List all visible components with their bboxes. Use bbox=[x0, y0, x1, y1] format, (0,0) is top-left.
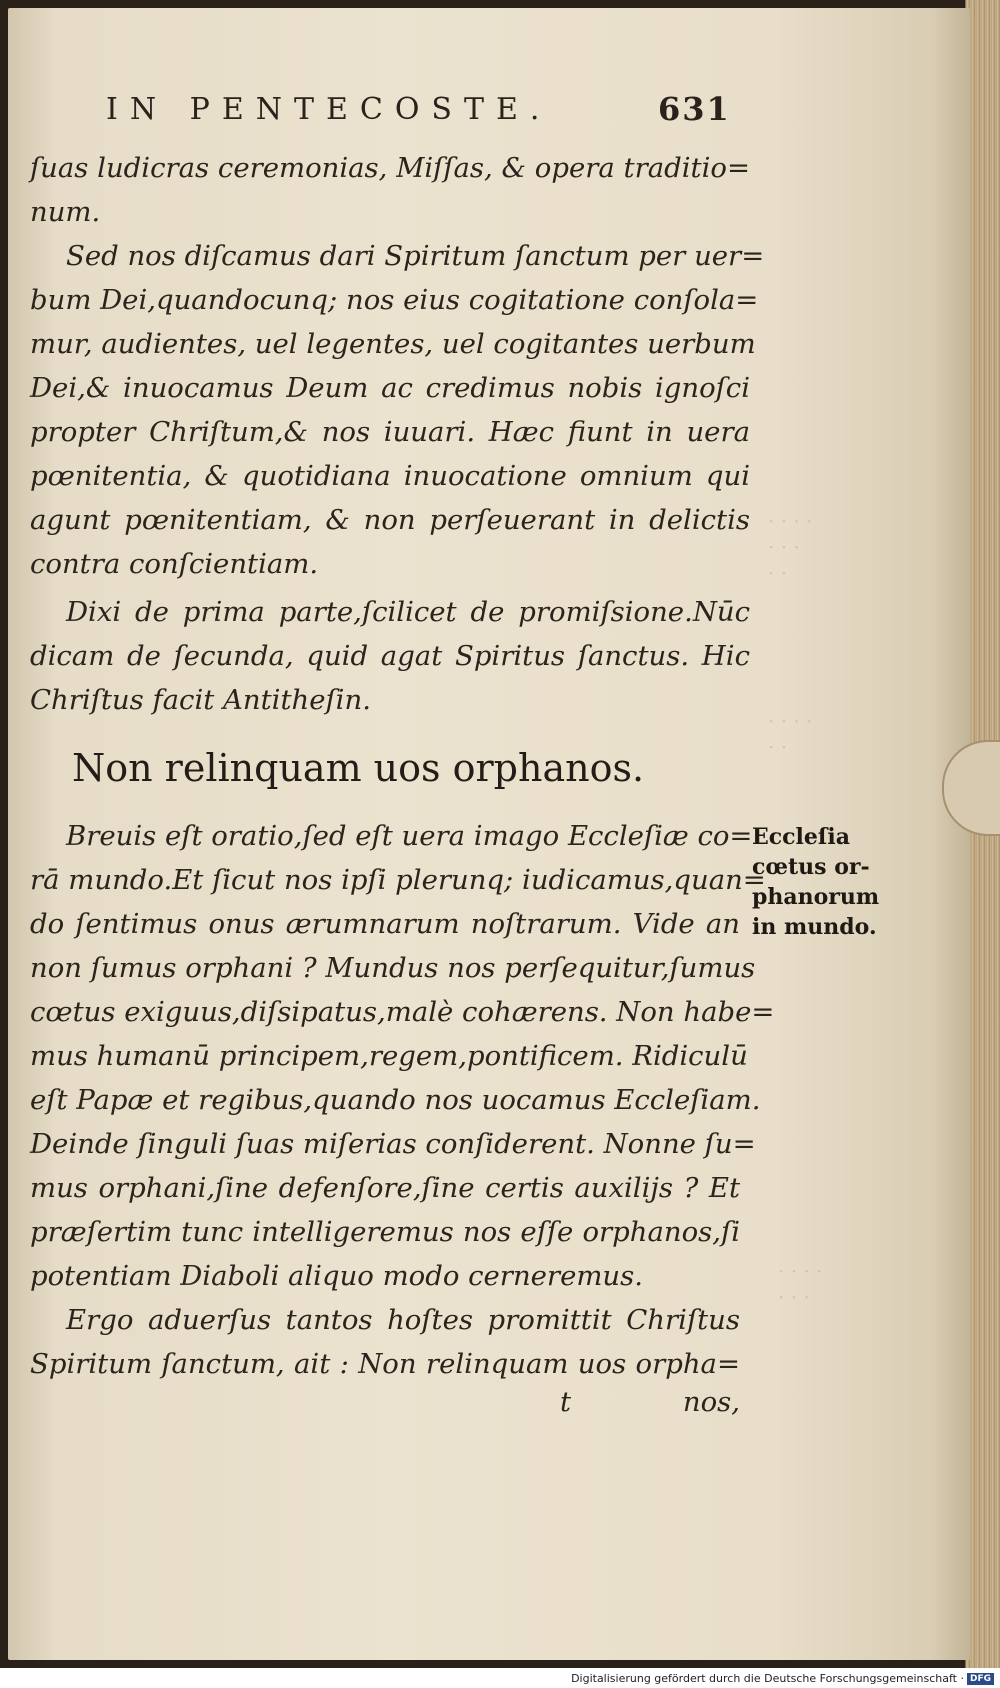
section-heading: Non relinquam uos orphanos. bbox=[72, 746, 645, 790]
margin-note-line: cœtus or- bbox=[752, 854, 870, 880]
show-through: · · · · · · bbox=[768, 709, 813, 759]
catchword-row bbox=[30, 1386, 740, 1430]
text-line: cœtus exiguus,diſsipatus,malè cohærens. Non habe= bbox=[30, 996, 775, 1028]
text-line: ſuas ludicras ceremonias, Miſſas, & opera traditio= bbox=[30, 152, 750, 184]
text-line: Sed nos diſcamus dari Spiritum ſanctum per uer= bbox=[66, 240, 765, 272]
text-line: propter Chriſtum,& nos iuuari. Hæc fiunt in uera bbox=[30, 416, 750, 448]
text-line: dicam de ſecunda, quid agat Spiritus ſanctus. Hic bbox=[30, 640, 750, 672]
text-line: Breuis eſt oratio,ſed eſt uera imago Eccleſiæ co= bbox=[66, 820, 753, 852]
show-through: · · · · · · · · · bbox=[768, 509, 813, 585]
body-text-lower bbox=[30, 814, 775, 1386]
credit-text: Digitalisierung gefördert durch die Deutsche Forschungsgemeinschaft · bbox=[571, 1672, 964, 1685]
text-line: Dei,& inuocamus Deum ac credimus nobis ignoſci bbox=[30, 372, 750, 404]
signature-mark: t bbox=[560, 1386, 572, 1418]
text-line: eſt Papæ et regibus,quando nos uocamus Eccleſiam. bbox=[30, 1084, 761, 1116]
digitization-credit bbox=[571, 1670, 994, 1688]
text-line: num. bbox=[30, 196, 101, 228]
text-line: Ergo aduerſus tantos hoſtes promittit Chriſtus bbox=[66, 1304, 740, 1336]
book-page bbox=[8, 8, 970, 1660]
text-line: mus orphani,ſine defenſore,ſine certis auxilijs ? Et bbox=[30, 1172, 740, 1204]
text-line: rā mundo.Et ſicut nos ipſi plerunq; iudicamus,quan= bbox=[30, 864, 766, 896]
text-line: pœnitentia, & quotidiana inuocatione omnium qui bbox=[30, 460, 750, 492]
body-text-upper bbox=[30, 146, 765, 722]
text-line: mus humanū principem,regem,pontificem. Ridiculū bbox=[30, 1040, 748, 1072]
text-line: agunt pœnitentiam, & non perſeuerant in delictis bbox=[30, 504, 750, 536]
margin-note-line: phanorum bbox=[752, 884, 880, 910]
text-line: do ſentimus onus ærumnarum noſtrarum. Vide an bbox=[30, 908, 740, 940]
text-line: Dixi de prima parte,ſcilicet de promiſsione.Nūc bbox=[66, 596, 750, 628]
show-through: · · · · · · · bbox=[778, 1259, 823, 1309]
text-line: Deinde ſinguli ſuas miſerias conſiderent. Nonne ſu= bbox=[30, 1128, 756, 1160]
text-line: Spiritum ſanctum, ait : Non relinquam uos orpha= bbox=[30, 1348, 740, 1380]
text-line: bum Dei,quandocunq; nos eius cogitatione conſola= bbox=[30, 284, 759, 316]
margin-note bbox=[752, 822, 922, 942]
margin-note-line: Eccleſia bbox=[752, 824, 850, 850]
running-title: IN PENTECOSTE. bbox=[106, 92, 552, 127]
text-line: potentiam Diaboli aliquo modo cerneremus. bbox=[30, 1260, 643, 1292]
text-line: non ſumus orphani ? Mundus nos perſequitur,ſumus bbox=[30, 952, 756, 984]
catchword: nos, bbox=[682, 1386, 740, 1418]
text-line: Chriſtus facit Antitheſin. bbox=[30, 684, 371, 716]
text-line: contra conſcientiam. bbox=[30, 548, 319, 580]
text-line: præſertim tunc intelligeremus nos eſſe orphanos,ſi bbox=[30, 1216, 740, 1248]
margin-note-line: in mundo. bbox=[752, 914, 877, 940]
text-line: mur, audientes, uel legentes, uel cogitantes uerbum bbox=[30, 328, 756, 360]
dfg-logo: DFG bbox=[967, 1673, 994, 1685]
page-number: 631 bbox=[658, 90, 731, 128]
